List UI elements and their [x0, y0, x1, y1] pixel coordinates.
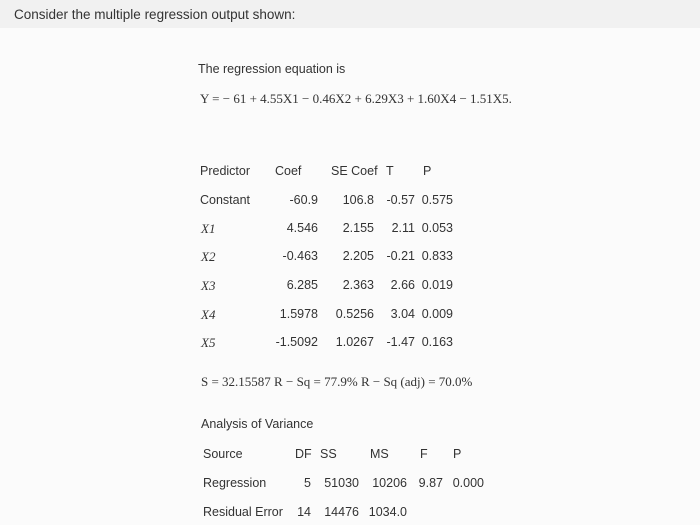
row-x2-se: 2.205 [342, 249, 374, 263]
row-constant-t: -0.57 [386, 193, 415, 207]
row-x5-se: 1.0267 [335, 335, 374, 349]
row-x3-coef: 6.285 [286, 278, 318, 292]
row-x4-p: 0.009 [421, 307, 453, 321]
row-x1-t: 2.11 [391, 221, 415, 235]
row-x3-se: 2.363 [342, 278, 374, 292]
anova-residual-source: Residual Error [203, 505, 283, 519]
row-x1-p: 0.053 [421, 221, 453, 235]
regression-output-image [0, 28, 700, 525]
row-x5-coef: -1.5092 [275, 335, 318, 349]
row-x5-p: 0.163 [421, 335, 453, 349]
row-x4-coef: 1.5978 [279, 307, 318, 321]
row-constant-p: 0.575 [421, 193, 453, 207]
regression-equation: Y = − 61 + 4.55X1 − 0.46X2 + 6.29X3 + 1.60X4 − 1.51X5. [200, 91, 512, 106]
anova-title: Analysis of Variance [201, 417, 314, 431]
row-x2-predictor: X2 [201, 249, 216, 264]
row-x1-predictor: X1 [201, 221, 216, 236]
row-x4-predictor: X4 [201, 307, 216, 322]
row-x1-se: 2.155 [342, 221, 374, 235]
header-t: T [386, 164, 394, 178]
anova-header-ms: MS [370, 447, 389, 461]
fit-statistics: S = 32.15587 R − Sq = 77.9% R − Sq (adj) = 70.0% [201, 374, 473, 389]
row-x2-coef: -0.463 [282, 249, 318, 263]
anova-regression-f: 9.87 [418, 476, 443, 490]
header-predictor: Predictor [200, 164, 251, 178]
row-x3-predictor: X3 [201, 278, 216, 293]
row-x2-p: 0.833 [421, 249, 453, 263]
row-x5-t: -1.47 [386, 335, 415, 349]
anova-residual-ms: 1034.0 [368, 505, 407, 519]
anova-header-df: DF [295, 447, 312, 461]
row-x1-coef: 4.546 [286, 221, 318, 235]
row-x3-p: 0.019 [421, 278, 453, 292]
anova-regression-ms: 10206 [372, 476, 407, 490]
row-x4-t: 3.04 [390, 307, 415, 321]
header-p: P [423, 164, 432, 178]
header-se-coef: SE Coef [331, 164, 378, 178]
anova-regression-ss: 51030 [324, 476, 359, 490]
anova-residual-ss: 14476 [324, 505, 359, 519]
header-coef: Coef [275, 164, 302, 178]
row-constant-coef: -60.9 [289, 193, 318, 207]
row-x5-predictor: X5 [201, 335, 216, 350]
row-x2-t: -0.21 [386, 249, 415, 263]
anova-header-p: P [453, 447, 462, 461]
anova-residual-df: 14 [297, 505, 311, 519]
anova-regression-df: 5 [304, 476, 311, 490]
row-constant-predictor: Constant [200, 193, 251, 207]
anova-header-f: F [420, 447, 428, 461]
anova-header-source: Source [203, 447, 243, 461]
row-x4-se: 0.5256 [335, 307, 374, 321]
anova-regression-source: Regression [203, 476, 267, 490]
question-prompt: Consider the multiple regression output shown: [14, 7, 296, 22]
anova-header-ss: SS [320, 447, 337, 461]
anova-regression-p: 0.000 [452, 476, 484, 490]
row-constant-se: 106.8 [342, 193, 374, 207]
row-x3-t: 2.66 [390, 278, 415, 292]
equation-heading: The regression equation is [198, 62, 346, 76]
